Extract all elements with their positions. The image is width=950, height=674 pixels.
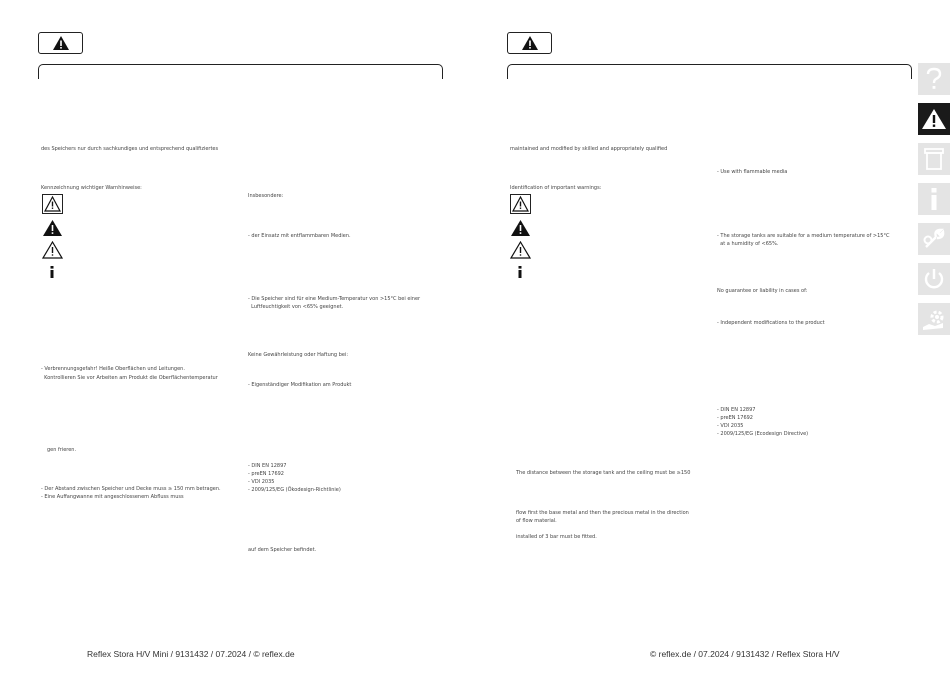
right-standard-4: - 2009/125/EG (Ecodesign Directive)	[717, 431, 809, 437]
warning-icon	[521, 35, 539, 51]
section-header-line-right	[507, 64, 912, 79]
service-gear-icon	[921, 307, 947, 331]
danger-warning-boxed-icon	[510, 194, 531, 218]
left-burn-warning-2: Kontrollieren Sie vor Arbeiten am Produkt die Oberflächentemperatur	[41, 375, 218, 381]
left-flammable: - der Einsatz mit entflammbaren Medien.	[248, 233, 351, 239]
right-distance-line: The distance between the storage tank and the ceiling must be ≥150	[516, 470, 691, 476]
left-standard-1: - DIN EN 12897	[248, 463, 287, 469]
left-drain-line: - Eine Auffangwanne mit angeschlossenem Abfluss muss	[41, 494, 184, 500]
tab-maintenance[interactable]	[918, 303, 950, 335]
info-icon	[516, 263, 524, 282]
right-warnings-heading: Identification of important warnings:	[510, 185, 602, 191]
tab-safety[interactable]	[918, 103, 950, 135]
warning-header-box-left	[38, 32, 83, 54]
info-icon	[48, 263, 56, 282]
power-icon	[922, 267, 946, 291]
left-footer: Reflex Stora H/V Mini / 9131432 / 07.2024 / © reflex.de	[87, 649, 295, 659]
right-standard-2: - preEN 17692	[717, 415, 753, 421]
left-standard-2: - preEN 17692	[248, 471, 284, 477]
left-temperature-2: Luftfeuchtigkeit von <65% geeignet.	[248, 304, 344, 310]
danger-warning-boxed-icon	[42, 194, 63, 218]
warning-icon	[52, 35, 70, 51]
tank-icon	[923, 147, 945, 171]
section-header-line-left	[38, 64, 443, 79]
right-intro-text: maintained and modified by skilled and appropriately qualified	[510, 146, 668, 152]
left-on-tank: auf dem Speicher befindet.	[248, 547, 317, 553]
tab-installation[interactable]	[918, 223, 950, 255]
left-modification: - Eigenständiger Modifikation am Produkt	[248, 382, 352, 388]
right-footer: © reflex.de / 07.2024 / 9131432 / Reflex Stora H/V	[650, 649, 840, 659]
left-standard-4: - 2009/125/EG (Ökodesign-Richtlinie)	[248, 487, 341, 493]
warning-filled-icon	[510, 219, 531, 241]
warning-icon	[921, 108, 947, 130]
right-no-warranty: No guarantee or liability in cases of:	[717, 288, 808, 294]
question-icon	[925, 67, 943, 91]
warning-filled-icon	[42, 219, 63, 241]
right-standard-3: - VDI 2035	[717, 423, 744, 429]
right-temperature-2: at a humidity of <65%.	[717, 241, 779, 247]
tab-operation[interactable]	[918, 263, 950, 295]
left-distance-line: - Der Abstand zwischen Speicher und Decke muss ≥ 150 mm betragen.	[41, 486, 221, 492]
warning-header-box-right	[507, 32, 552, 54]
right-flow-1: flow first the base metal and then the precious metal in the direction	[516, 510, 689, 516]
right-modification: - Independent modifications to the product	[717, 320, 825, 326]
right-flow-2: of flow material.	[516, 518, 557, 524]
right-valve: installed of 3 bar must be fitted.	[516, 534, 597, 540]
right-flammable: - Use with flammable media	[717, 169, 788, 175]
tab-product[interactable]	[918, 143, 950, 175]
left-especially: Insbesondere:	[248, 193, 284, 199]
right-temperature-1: - The storage tanks are suitable for a medium temperature of >15°C	[717, 233, 890, 239]
left-intro-text: des Speichers nur durch sachkundiges und entsprechend qualifiziertes	[41, 146, 219, 152]
left-standard-3: - VDI 2035	[248, 479, 275, 485]
left-burn-warning-3: gen frieren.	[47, 447, 77, 453]
left-warnings-heading: Kennzeichnung wichtiger Warnhinweise:	[41, 185, 142, 191]
caution-outline-icon	[42, 241, 63, 263]
wrench-icon	[922, 227, 946, 251]
tab-info[interactable]	[918, 183, 950, 215]
left-no-warranty: Keine Gewährleistung oder Haftung bei:	[248, 352, 349, 358]
tab-help[interactable]	[918, 63, 950, 95]
caution-outline-icon	[510, 241, 531, 263]
left-burn-warning-1: - Verbrennungsgefahr! Heiße Oberflächen und Leitungen.	[41, 366, 185, 372]
left-temperature-1: - Die Speicher sind für eine Medium-Temperatur von >15°C bei einer	[248, 296, 421, 302]
right-standard-1: - DIN EN 12897	[717, 407, 756, 413]
info-icon	[929, 187, 939, 211]
